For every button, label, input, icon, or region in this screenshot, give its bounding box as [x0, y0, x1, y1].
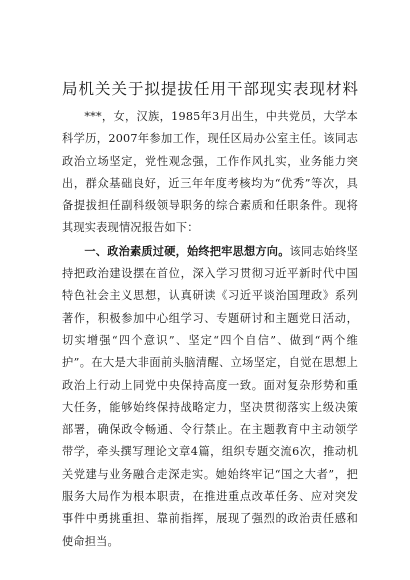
document-page [62, 78, 358, 553]
document-title: 局机关关于拟提拔任用干部现实表现材料 [62, 80, 360, 98]
intro-paragraph: ***，女，汉族，1985年3月出生，中共党员，大学本科学历，2007年参加工作，现任区局办公室主任。该同志政治立场坚定，党性观念强，工作作风扎实，业务能力突出，群众基础良好，近三年年度考核均为“优秀”等次，具备提拔担任副科级领导职务的综合素质和任职条件。现将其现实表现情况报告如下： [62, 110, 358, 235]
section-1-heading: 一、政治素质过硬，始终把牢思想方向。 [84, 243, 290, 258]
section-1-body: 该同志始终坚持把政治建设摆在首位，深入学习贯彻习近平新时代中国特色社会主义思想，认真研读《习近平谈治国理政》系列著作，积极参加中心组学习、专题研讨和主题党日活动，切实增强“四个意识”、坚定“四个自信”、做到“两个维护”。在大是大非面前头脑清醒、立场坚定，自觉在思想上政治上行动上同党中央保持高度一致。面对复杂形势和重大任务，能够始终保持战略定力，坚决贯彻落实上级决策部署，确保政令畅通、令行禁止。在主题教育中主动领学带学，牵头撰写理论文章4篇，组织专题交流6次，推动机关党建与业务融合走深走实。她始终牢记“国之大者”，把服务大局作为根本职责，在推进重点改革任务、应对突发事件中勇挑重担、靠前指挥，展现了强烈的政治责任感和使命担当。 [62, 244, 358, 548]
section-1-paragraph [62, 240, 358, 553]
